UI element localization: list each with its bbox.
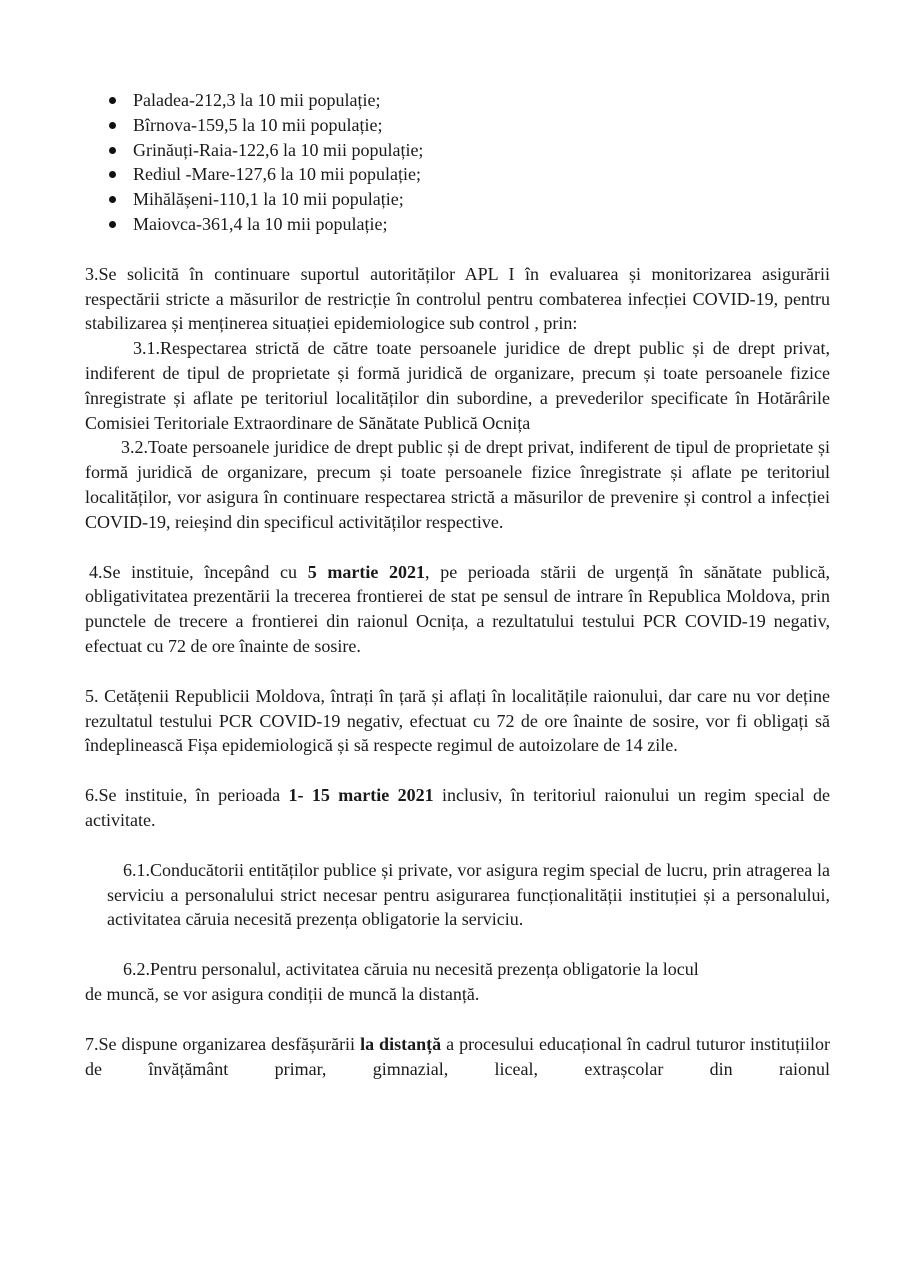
bullet-icon <box>109 122 116 129</box>
bullet-icon <box>109 147 116 154</box>
incidence-list <box>85 88 830 237</box>
section-3-2-paragraph: 3.2.Toate persoanele juridice de drept public și de drept privat, indiferent de tipul de proprietate și formă juridică de organizare, precum și toate persoanele fizice înregistrate și aflate pe teritoriul localităților, vor asigura în continuare respectarea strictă a măsurilor de prevenire și control a infecției COVID-19, reieșind din specificul activităților respective. <box>85 437 830 532</box>
list-item: Mihălășeni-110,1 la 10 mii populație; <box>133 187 830 212</box>
bullet-icon <box>109 221 116 228</box>
start-date: 5 martie 2021 <box>307 561 426 582</box>
list-item: Rediul -Mare-127,6 la 10 mii populație; <box>133 162 830 187</box>
bullet-icon <box>109 97 116 104</box>
section-7-paragraph: 7.Se dispune organizarea desfășurării la distanță a procesului educațional în cadrul tuturor instituțiilor de învățământ primar, gimnazial, liceal, extrașcolar din raionul <box>85 1033 830 1079</box>
section-6-1-paragraph: 6.1.Conducătorii entităților publice și private, vor asigura regim special de lucru, prin atragerea la serviciu a personalului strict necesar pentru asigurarea funcționalității instituției și a personalului, activitatea căruia necesită prezența obligatorie la serviciu. <box>107 859 830 930</box>
section-4-paragraph: 4.Se instituie, începând cu 5 martie 2021, pe perioada stării de urgență în sănătate publică, obligativitatea prezentării la trecerea frontierei de stat pe sensul de intrare în Republica Moldova, prin punctele de trecere a frontierei din raionul Ocnița, a rezultatului testului PCR COVID-19 negativ, efectuat cu 72 de ore înainte de sosire. <box>85 561 831 656</box>
list-item: Grinăuți-Raia-122,6 la 10 mii populație; <box>133 138 830 163</box>
remote-emphasis: la distanță <box>360 1033 442 1054</box>
bullet-icon <box>109 196 116 203</box>
section-6-paragraph: 6.Se instituie, în perioada 1- 15 martie 2021 inclusiv, în teritoriul raionului un regim special de activitate. <box>85 785 830 830</box>
section-3-paragraph: 3.Se solicită în continuare suportul autorităților APL I în evaluarea și monitorizarea asigurării respectării stricte a măsurilor de restricție în controlul pentru combaterea infecției COVID-19, pentru stabilizarea și menținerea situației epidemiologice sub control , prin: <box>85 263 830 334</box>
document-page <box>85 88 830 1081</box>
section-5-paragraph: 5. Cetățenii Republicii Moldova, întrați în țară și aflați în localitățile raionului, dar care nu vor deține rezultatul testului PCR COVID-19 negativ, efectuat cu 72 de ore înainte de sosire, vor fi obligați să îndeplinească Fișa epidemiologică și să respecte regimul de autoizolare de 14 zile. <box>85 685 830 756</box>
bullet-icon <box>109 171 116 178</box>
period-dates: 1- 15 martie 2021 <box>288 785 434 806</box>
list-item: Bîrnova-159,5 la 10 mii populație; <box>133 113 830 138</box>
section-3-1-paragraph: 3.1.Respectarea strictă de către toate persoanele juridice de drept public și de drept privat, indiferent de tipul de proprietate și formă juridică de organizare, precum și toate persoanele fizice înregistrate și aflate pe teritoriul localităților din subordine, a prevederilor specificate în Hotărârile Comisiei Teritoriale Extraordinare de Sănătate Publică Ocnița <box>85 338 830 433</box>
list-item: Paladea-212,3 la 10 mii populație; <box>133 88 830 113</box>
section-6-2-paragraph: 6.2.Pentru personalul, activitatea căruia nu necesită prezența obligatorie la locul de muncă, se vor asigura condiții de muncă la distanță. <box>85 959 699 1004</box>
list-item: Maiovca-361,4 la 10 mii populație; <box>133 212 830 237</box>
